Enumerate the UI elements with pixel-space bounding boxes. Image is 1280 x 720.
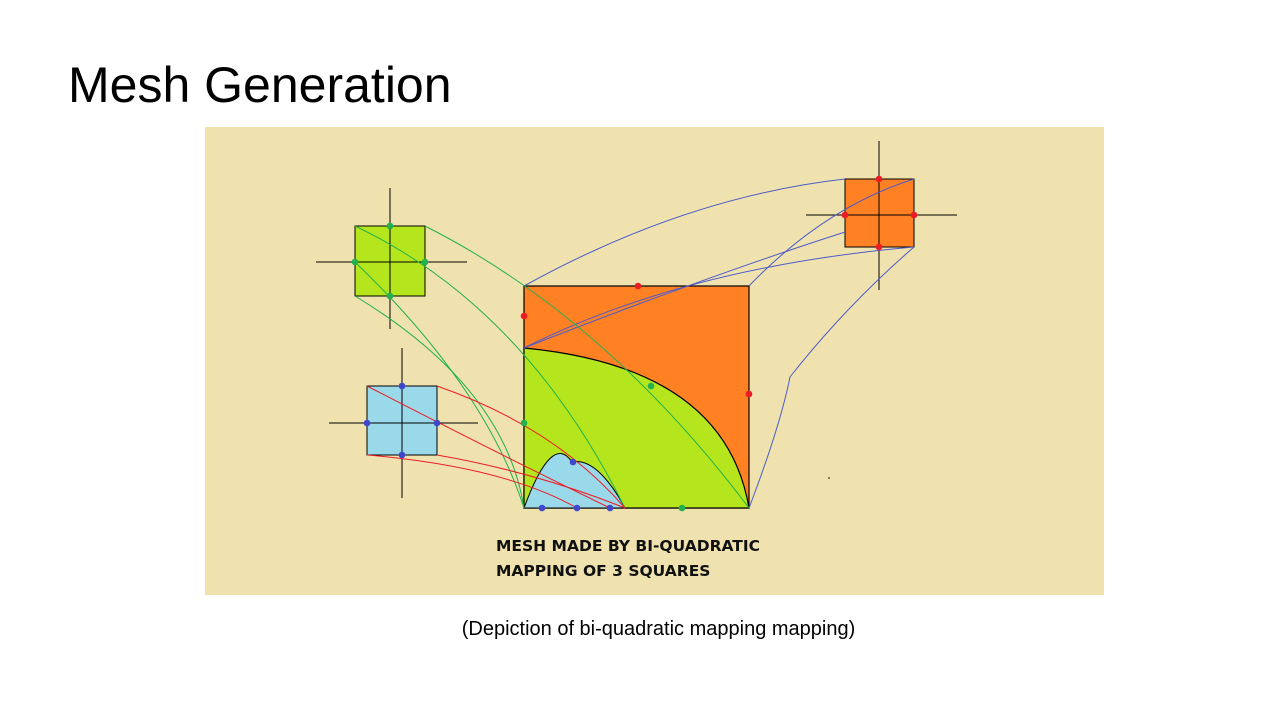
figure-label-line-2: MAPPING OF 3 SQUARES bbox=[496, 562, 711, 580]
figure-label bbox=[496, 534, 760, 584]
mesh-diagram bbox=[205, 127, 1104, 595]
stray-dot bbox=[828, 477, 830, 479]
mesh-figure bbox=[205, 127, 1104, 595]
figure-label-line-1: MESH MADE BY BI-QUADRATIC bbox=[496, 537, 761, 555]
figure-caption: (Depiction of bi-quadratic mapping mapping) bbox=[461, 618, 856, 640]
slide-title: Mesh Generation bbox=[68, 57, 452, 113]
